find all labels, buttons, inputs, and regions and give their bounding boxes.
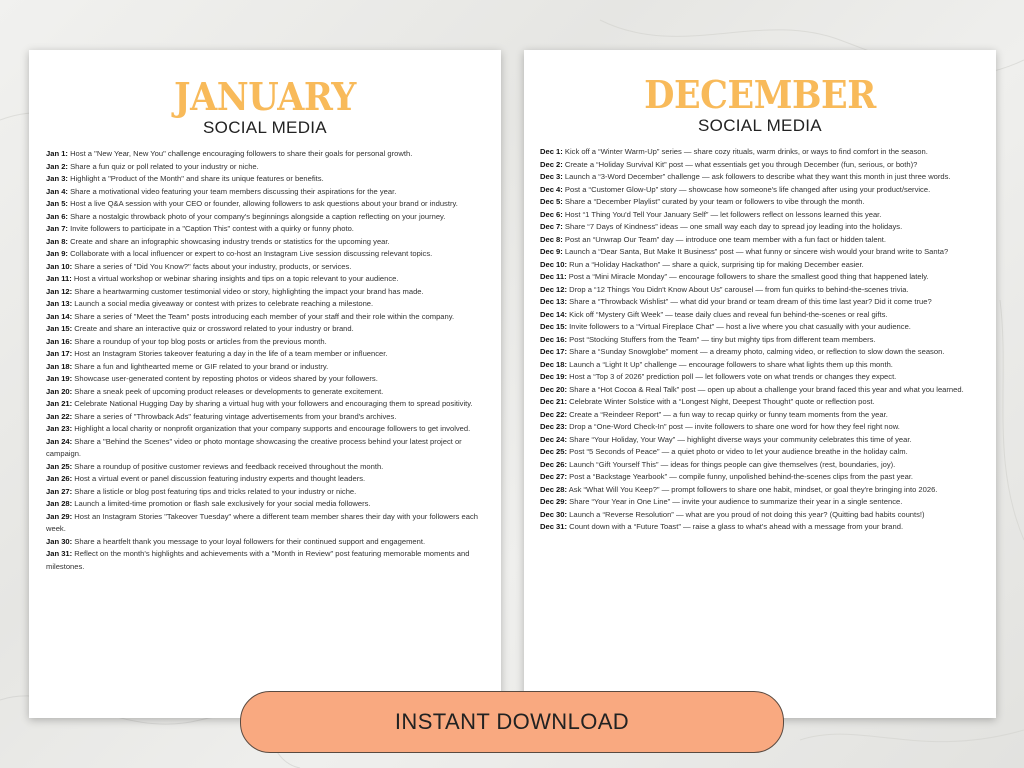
december-entry-text: Create a “Holiday Survival Kit” post — what essentials get you through December (fun, serious, or both)? — [564, 159, 918, 169]
january-entry — [46, 311, 489, 324]
january-entry-text: Reflect on the month's highlights and achievements with a "Month in Review" post featuring memorable moments and milestones. — [46, 549, 470, 571]
january-entry-day: Jan 18: — [46, 361, 73, 371]
january-entry — [46, 148, 489, 161]
january-entry-day: Jan 24: — [46, 436, 73, 446]
december-entry-text: Share a “Sunday Snowglobe” moment — a dreamy photo, calming video, or reflection to slow down the season. — [569, 347, 945, 356]
january-entry — [46, 511, 489, 536]
january-entry-day: Jan 27: — [46, 486, 73, 496]
january-entry-day: Jan 19: — [46, 374, 73, 383]
december-entry-text: Drop a “One-Word Check-In” post — invite followers to share one word for how they feel right now. — [569, 422, 900, 431]
january-entry-day: Jan 17: — [46, 349, 73, 358]
december-entry-day: Dec 10: — [540, 259, 568, 269]
december-entry-day: Dec 11: — [540, 272, 567, 281]
january-entry-text: Share a heartwarming customer testimonial video or story, highlighting the impact your brand has made. — [74, 286, 424, 296]
december-entry-text: Invite followers to a “Virtual Fireplace Chat” — host a live where you chat casually with your audience. — [569, 322, 911, 331]
january-entry — [46, 498, 489, 511]
january-entry-day: Jan 22: — [46, 411, 73, 421]
december-entry-text: Run a “Holiday Hackathon” — share a quick, surprising tip for making December easier. — [569, 259, 864, 269]
january-entry — [46, 386, 489, 399]
january-entry-day: Jan 12: — [46, 286, 73, 296]
december-entry — [540, 484, 980, 497]
december-entry-text: Share a “December Playlist” curated by your team or followers to vibe through the month. — [564, 197, 865, 206]
december-entry-day: Dec 8: — [540, 234, 563, 244]
january-entry — [46, 286, 489, 299]
december-entry — [540, 209, 980, 222]
december-entry — [540, 334, 980, 347]
january-entry — [46, 211, 489, 224]
december-entry — [540, 234, 980, 247]
december-entry — [540, 509, 980, 522]
december-entry-text: Post a “Mini Miracle Monday” — encourage followers to share the smallest good thing that happened lately. — [568, 272, 929, 281]
december-entry — [540, 284, 980, 297]
january-entry-day: Jan 2: — [46, 161, 68, 171]
january-entry — [46, 348, 489, 361]
january-entry-text: Launch a limited-time promotion or flash sale exclusively for your social media followers. — [74, 499, 371, 508]
december-entry — [540, 446, 980, 459]
december-entry-day: Dec 5: — [540, 197, 563, 206]
january-entry-day: Jan 4: — [46, 186, 68, 196]
january-entry-text: Showcase user-generated content by reposting photos or videos shared by your followers. — [74, 374, 378, 383]
december-entry-text: Share “7 Days of Kindness” ideas — one small way each day to spread joy leading into the holidays. — [564, 222, 903, 231]
january-entry — [46, 323, 489, 336]
january-entry-text: Share a series of "Throwback Ads" featuring vintage advertisements from your brand's archives. — [74, 411, 397, 421]
january-entry-day: Jan 31: — [46, 549, 73, 558]
december-entry — [540, 271, 980, 284]
december-entry — [540, 146, 980, 159]
january-entry-day: Jan 10: — [46, 261, 73, 271]
december-entry — [540, 471, 980, 484]
december-entry-text: Create a “Reindeer Report” — a fun way to recap quirky or funny team moments from the year. — [569, 409, 888, 419]
january-entry — [46, 536, 489, 549]
january-entry — [46, 273, 489, 286]
december-entry-day: Dec 3: — [540, 172, 563, 181]
december-entry-day: Dec 25: — [540, 447, 568, 456]
january-list — [46, 148, 489, 573]
january-entry — [46, 223, 489, 236]
january-entry — [46, 161, 489, 174]
december-entry-text: Share “Your Holiday, Your Way” — highlight diverse ways your community celebrates this time of year. — [569, 434, 912, 444]
january-page — [29, 50, 501, 718]
december-entry-text: Post “Stocking Stuffers from the Team” — tiny but mighty tips from different team members. — [569, 334, 876, 344]
december-entry-text: Kick off a “Winter Warm-Up” series — share cozy rituals, warm drinks, or ways to find comfort in the season. — [564, 147, 928, 156]
january-entry-text: Share a listicle or blog post featuring tips and tricks related to your industry or niche. — [74, 486, 357, 496]
december-entry-text: Post “5 Seconds of Peace” — a quiet photo or video to let your audience breathe in the holiday calm. — [569, 447, 908, 456]
january-entry — [46, 198, 489, 211]
january-entry — [46, 423, 489, 436]
january-entry-day: Jan 13: — [46, 299, 73, 308]
january-entry — [46, 411, 489, 424]
december-subtitle: SOCIAL MEDIA — [698, 116, 822, 135]
december-entry — [540, 371, 980, 384]
january-entry — [46, 173, 489, 186]
december-entry — [540, 246, 980, 259]
january-entry-day: Jan 23: — [46, 424, 73, 433]
january-entry-text: Share a heartfelt thank you message to your loyal followers for their continued support and engagement. — [74, 536, 426, 546]
january-entry-text: Share a roundup of positive customer reviews and feedback received throughout the month. — [74, 461, 384, 471]
january-entry-day: Jan 9: — [46, 249, 68, 258]
december-entry — [540, 196, 980, 209]
january-entry-day: Jan 16: — [46, 336, 73, 346]
december-entry-text: Launch a “Reverse Resolution” — what are you proud of not doing this year? (Quitting bad habits counts!) — [569, 509, 925, 519]
december-entry-day: Dec 2: — [540, 159, 563, 169]
december-entry — [540, 396, 980, 409]
january-entry — [46, 298, 489, 311]
december-entry-day: Dec 30: — [540, 509, 568, 519]
january-entry-text: Share a sneak peek of upcoming product releases or developments to generate excitement. — [74, 386, 384, 396]
january-entry-text: Share a "Behind the Scenes" video or photo montage showcasing the creative process behind your latest project or campaign. — [46, 436, 462, 458]
january-entry-text: Share a motivational video featuring your team members discussing their aspirations for the year. — [70, 186, 397, 196]
december-entry-day: Dec 4: — [540, 184, 563, 194]
january-title: JANUARY — [174, 74, 356, 119]
january-entry-day: Jan 15: — [46, 324, 73, 333]
december-entry — [540, 259, 980, 272]
january-entry — [46, 398, 489, 411]
january-entry — [46, 236, 489, 249]
january-entry-day: Jan 29: — [46, 511, 73, 521]
december-entry — [540, 359, 980, 372]
december-entry-day: Dec 19: — [540, 372, 568, 381]
december-entry-day: Dec 20: — [540, 384, 568, 394]
december-entry-day: Dec 21: — [540, 397, 568, 406]
january-entry — [46, 461, 489, 474]
december-entry-day: Dec 6: — [540, 209, 563, 219]
december-entry-day: Dec 29: — [540, 497, 568, 506]
january-entry-text: Launch a social media giveaway or contest with prizes to celebrate reaching a milestone. — [74, 299, 374, 308]
january-entry-text: Share a roundup of your top blog posts or articles from the previous month. — [74, 336, 327, 346]
january-entry-text: Highlight a "Product of the Month" and share its unique features or benefits. — [70, 174, 324, 183]
december-entry-text: Launch a “Dear Santa, But Make It Business” post — what funny or sincere wish would your brand write to Santa? — [564, 247, 949, 256]
january-entry — [46, 373, 489, 386]
january-entry-text: Host a "New Year, New You" challenge encouraging followers to share their goals for personal growth. — [70, 149, 413, 158]
december-entry-day: Dec 7: — [540, 222, 563, 231]
january-entry — [46, 261, 489, 274]
december-entry-day: Dec 28: — [540, 484, 568, 494]
december-entry-text: Post an “Unwrap Our Team” day — introduce one team member with a fun fact or hidden talent. — [564, 234, 886, 244]
january-entry-text: Highlight a local charity or nonprofit organization that your company supports and encourage followers to get involved. — [74, 424, 471, 433]
january-entry-text: Host a virtual workshop or webinar sharing insights and tips on a topic relevant to your audience. — [73, 274, 399, 283]
december-entry — [540, 421, 980, 434]
december-entry-text: Ask “What Will You Keep?” — prompt followers to share one habit, mindset, or goal they're bringing into 2026. — [568, 484, 938, 494]
december-entry-text: Post a “Backstage Yearbook” — compile funny, unpolished behind-the-scenes clips from the past year. — [569, 472, 914, 481]
january-entry-text: Create and share an interactive quiz or crossword related to your industry or brand. — [74, 324, 354, 333]
january-entry-text: Host an Instagram Stories "Takeover Tuesday" where a different team member shares their day with your followers each week. — [46, 511, 478, 533]
december-entry-day: Dec 16: — [540, 334, 568, 344]
december-entry-text: Launch a “3-Word December” challenge — ask followers to describe what they want this month in just three words. — [564, 172, 951, 181]
january-entry-text: Celebrate National Hugging Day by sharing a virtual hug with your followers and encouraging them to spread positivity. — [74, 399, 473, 408]
january-entry-day: Jan 25: — [46, 461, 73, 471]
december-entry-day: Dec 12: — [540, 284, 568, 294]
december-entry — [540, 321, 980, 334]
december-entry-day: Dec 1: — [540, 147, 563, 156]
december-entry — [540, 171, 980, 184]
january-entry-day: Jan 3: — [46, 174, 68, 183]
january-entry — [46, 186, 489, 199]
december-entry — [540, 496, 980, 509]
january-entry-text: Create and share an infographic showcasing industry trends or statistics for the upcoming year. — [70, 236, 390, 246]
january-entry-day: Jan 6: — [46, 211, 68, 221]
december-entry-day: Dec 23: — [540, 422, 568, 431]
december-entry-text: Share a “Hot Cocoa & Real Talk” post — open up about a challenge your brand faced this year and what you learned. — [569, 384, 964, 394]
december-entry-text: Kick off “Mystery Gift Week” — tease daily clues and reveal fun behind-the-scenes or real gifts. — [569, 309, 888, 319]
january-entry-text: Share a fun quiz or poll related to your industry or niche. — [70, 161, 259, 171]
december-entry-day: Dec 14: — [540, 309, 568, 319]
december-entry-text: Host “1 Thing You'd Tell Your January Self” — let followers reflect on lessons learned this year. — [564, 209, 882, 219]
december-entry-day: Dec 26: — [540, 459, 568, 469]
december-entry-day: Dec 15: — [540, 322, 568, 331]
december-entry-day: Dec 9: — [540, 247, 563, 256]
december-entry — [540, 434, 980, 447]
december-entry — [540, 409, 980, 422]
december-entry-text: Count down with a “Future Toast” — raise a glass to what's ahead with a message from your brand. — [569, 522, 904, 531]
january-entry-day: Jan 20: — [46, 386, 73, 396]
december-entry-text: Launch a “Light It Up” challenge — encourage followers to share what lights them up this month. — [569, 359, 893, 369]
january-entry-day: Jan 30: — [46, 536, 73, 546]
december-entry-text: Share “Your Year in One Line” — invite your audience to summarize their year in a single sentence. — [569, 497, 903, 506]
december-list — [540, 146, 980, 534]
december-entry-text: Host a “Top 3 of 2026” prediction poll — let followers vote on what trends or changes they expect. — [569, 372, 897, 381]
december-entry-day: Dec 17: — [540, 347, 568, 356]
december-page — [524, 50, 996, 718]
december-entry — [540, 184, 980, 197]
december-entry — [540, 309, 980, 322]
january-entry — [46, 361, 489, 374]
december-entry-text: Celebrate Winter Solstice with a “Longest Night, Deepest Thought” quote or reflection post. — [569, 397, 875, 406]
december-entry — [540, 521, 980, 534]
january-entry-text: Host a virtual event or panel discussion featuring industry experts and thought leaders. — [74, 474, 366, 483]
december-entry-day: Dec 31: — [540, 522, 568, 531]
december-entry — [540, 296, 980, 309]
december-entry-day: Dec 13: — [540, 297, 568, 306]
january-entry-day: Jan 26: — [46, 474, 73, 483]
december-entry-text: Share a “Throwback Wishlist” — what did your brand or team dream of this time last year? Did it come true? — [569, 297, 932, 306]
december-entry — [540, 384, 980, 397]
december-title: DECEMBER — [644, 72, 876, 117]
january-entry — [46, 436, 489, 461]
january-entry — [46, 548, 489, 573]
january-entry-day: Jan 8: — [46, 236, 68, 246]
january-entry — [46, 336, 489, 349]
december-entry-day: Dec 18: — [540, 359, 568, 369]
january-subtitle: SOCIAL MEDIA — [203, 118, 327, 137]
january-entry-day: Jan 14: — [46, 311, 73, 321]
december-entry-text: Drop a “12 Things You Didn't Know About Us” carousel — from fun quirks to behind-the-scenes trivia. — [569, 284, 909, 294]
january-entry-text: Invite followers to participate in a "Caption This" contest with a quirky or funny photo. — [70, 224, 354, 233]
january-entry-text: Share a fun and lighthearted meme or GIF related to your brand or industry. — [74, 361, 329, 371]
january-entry-text: Collaborate with a local influencer or expert to co-host an Instagram Live session discussing relevant topics. — [70, 249, 433, 258]
january-entry-text: Share a series of "Did You Know?" facts about your industry, products, or services. — [74, 261, 352, 271]
december-entry — [540, 159, 980, 172]
january-entry-day: Jan 5: — [46, 199, 68, 208]
december-entry-text: Launch “Gift Yourself This” — ideas for things people can give themselves (rest, boundaries, joy). — [569, 459, 896, 469]
january-entry — [46, 486, 489, 499]
instant-download-button[interactable]: INSTANT DOWNLOAD — [240, 691, 784, 753]
december-entry — [540, 459, 980, 472]
december-entry — [540, 221, 980, 234]
december-entry-text: Post a “Customer Glow-Up” story — showcase how someone's life changed after using your product/service. — [564, 184, 931, 194]
january-entry-day: Jan 7: — [46, 224, 68, 233]
december-entry-day: Dec 24: — [540, 434, 568, 444]
january-entry-text: Share a nostalgic throwback photo of your company's beginnings alongside a caption reflecting on your journey. — [70, 211, 446, 221]
january-entry-text: Share a series of "Meet the Team" posts introducing each member of your staff and their role within the company. — [74, 311, 455, 321]
december-entry-day: Dec 27: — [540, 472, 568, 481]
december-entry — [540, 346, 980, 359]
january-entry — [46, 248, 489, 261]
january-entry — [46, 473, 489, 486]
january-entry-day: Jan 28: — [46, 499, 73, 508]
january-entry-day: Jan 11: — [46, 274, 72, 283]
december-entry-day: Dec 22: — [540, 409, 568, 419]
january-entry-text: Host a live Q&A session with your CEO or founder, allowing followers to ask questions about your brand or industry. — [70, 199, 458, 208]
january-entry-day: Jan 1: — [46, 149, 68, 158]
january-entry-text: Host an Instagram Stories takeover featuring a day in the life of a team member or influencer. — [74, 349, 388, 358]
january-entry-day: Jan 21: — [46, 399, 73, 408]
